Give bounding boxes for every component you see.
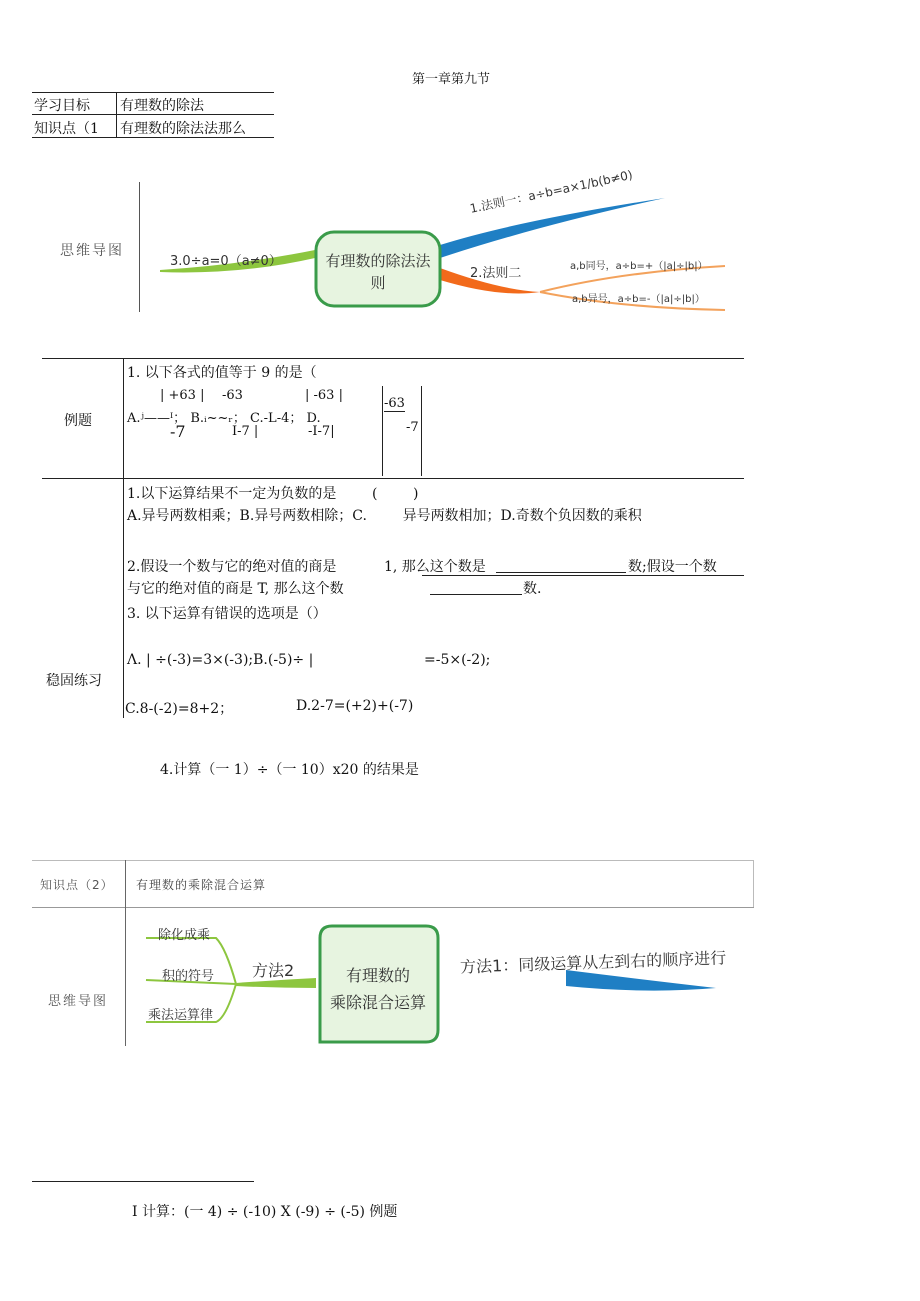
kp2-value: 有理数的乘除混合运算 xyxy=(136,878,267,892)
q2-blank-1[interactable] xyxy=(496,572,626,573)
map1-rule2a: a,b同号，a÷b=+（|a|÷|b|） xyxy=(570,261,708,272)
map2-branch-2: 积的符号 xyxy=(162,969,215,984)
box-denominator: -7 xyxy=(406,420,419,435)
q4: 4.计算（一 1）÷（一 10）x20 的结果是 xyxy=(160,762,419,778)
example-question: 1. 以下各式的值等于 9 的是（ xyxy=(127,365,317,381)
q2-part-d: 与它的绝对值的商是 T, 那么这个数 xyxy=(127,581,344,597)
q3-option-b-end: =-5×(-2); xyxy=(424,652,491,668)
q2-part-a: 2.假设一个数与它的绝对值的商是 xyxy=(127,559,337,575)
q3-option-ab: Λ. | ÷(-3)=3×(-3);B.(-5)÷ | xyxy=(127,652,314,668)
box-numerator: -63 xyxy=(384,396,405,411)
goal-label: 学习目标 xyxy=(34,98,90,114)
map2-method1: 方法1：同级运算从左到右的顺序进行 xyxy=(459,948,727,977)
map2-method2: 方法2 xyxy=(252,961,295,980)
q3: 3. 以下运算有错误的选项是（） xyxy=(127,606,327,622)
options-line: A.ʲ——ᴵ； B.ᵢ~~ᵣ； C.-L-4； D. xyxy=(127,411,321,426)
map1-center: 有理数的除法法则 xyxy=(325,252,431,292)
q1-options: A.异号两数相乘；B.异号两数相除；C. 异号两数相加；D.奇数个负因数的乘积 xyxy=(127,508,642,524)
q2-blank-2[interactable] xyxy=(430,594,522,595)
q2-part-b: 1, 那么这个数是 xyxy=(384,559,486,575)
q2-part-e: 数. xyxy=(523,581,542,597)
map1-side-label: 思维导图 xyxy=(60,243,124,259)
q3-option-c: C.8-(-2)=8+2； xyxy=(125,701,234,717)
option-d-bottom: -I-7| xyxy=(308,424,335,439)
practice-label: 稳固练习 xyxy=(46,673,102,689)
map2-center-line1: 有理数的 xyxy=(345,966,410,985)
footnote-text: I 计算：(一 4) ÷ (-10) X (-9) ÷ (-5) 例题 xyxy=(132,1204,398,1220)
q1: 1.以下运算结果不一定为负数的是 ( ) xyxy=(127,486,419,502)
option-a-bottom: -7 xyxy=(170,422,186,441)
map1-rule2b: a,b异号，a÷b=-（|a|÷|b|） xyxy=(572,294,705,305)
goal-value: 有理数的除法 xyxy=(120,98,204,114)
map2-side-label: 思维导图 xyxy=(48,994,109,1009)
option-a-top: | +63 | xyxy=(160,388,205,403)
page-title: 第一章第九节 xyxy=(412,72,491,87)
map2-branch-3: 乘法运算律 xyxy=(148,1008,214,1023)
map1-left-branch: 3.0÷a=0（a≠0） xyxy=(170,254,282,269)
map1-rule2: 2.法则二 xyxy=(470,266,522,281)
option-b-top: -63 xyxy=(222,388,243,403)
knowledge-label: 知识点（1 xyxy=(34,121,99,137)
footnote-rule xyxy=(32,1181,254,1182)
knowledge-value: 有理数的除法法那么 xyxy=(120,121,246,137)
kp2-label: 知识点（2） xyxy=(40,878,114,892)
q2-part-c: 数;假设一个数 xyxy=(628,559,717,575)
option-d-top: | -63 | xyxy=(305,388,343,403)
example-label: 例题 xyxy=(64,413,92,429)
map2-branch-1: 除化成乘 xyxy=(158,928,211,943)
map2-center-line2: 乘除混合运算 xyxy=(329,993,426,1012)
option-b-bottom: I-7 | xyxy=(232,424,259,439)
q3-option-d: D.2-7=(+2)+(-7) xyxy=(296,698,414,714)
map1-rule1: 1.法则一：a÷b=a×1/b(b≠0) xyxy=(468,167,634,216)
